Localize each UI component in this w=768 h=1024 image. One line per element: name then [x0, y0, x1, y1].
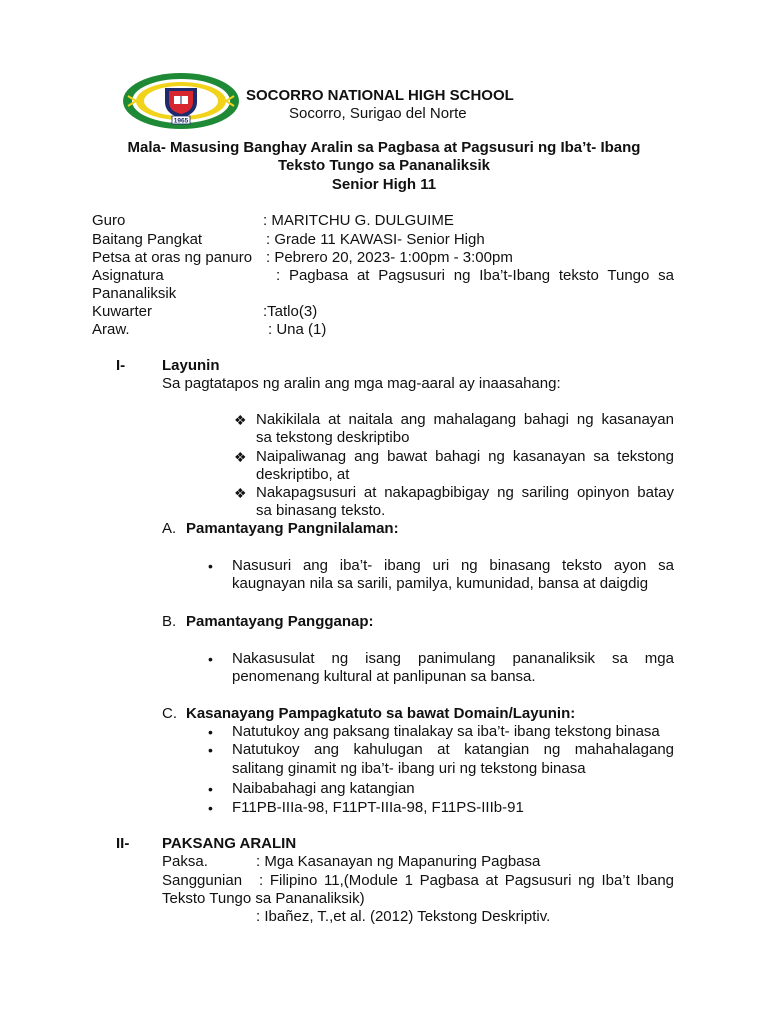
paksa-label: Paksa. — [162, 853, 208, 870]
objective-2-line1: Naipaliwanag ang bawat bahagi ng kasanayan sa tekstong — [256, 448, 674, 465]
section2-numeral: II- — [116, 835, 130, 852]
objective-1-line2: sa tekstong deskriptibo — [256, 429, 410, 446]
diamond-bullet-icon: ❖ — [234, 485, 247, 501]
subsection-c-item-3: Naibabahagi ang katangian — [232, 780, 415, 797]
subsection-b-item-line1: Nakasusulat ng isang panimulang pananaliksik sa mga — [232, 650, 674, 667]
kuwarter-label: Kuwarter — [92, 303, 153, 320]
sanggunian-label: Sanggunian — [162, 872, 243, 889]
subsection-a-letter: A. — [162, 520, 177, 537]
sanggunian-second-reference: : Ibañez, T.,et al. (2012) Tekstong Deskriptiv. — [256, 908, 551, 925]
dot-bullet-icon: • — [208, 781, 213, 797]
subsection-c-item-2-line2: salitang ginamit ng iba’t- ibang uri ng tekstong binasa — [232, 760, 586, 777]
asignatura-continuation: Pananaliksik — [92, 285, 177, 302]
araw-value: : Una (1) — [268, 321, 327, 338]
asignatura-value: : Pagbasa at Pagsusuri ng Iba’t-Ibang teksto Tungo sa — [276, 267, 674, 284]
title-line3: Senior High 11 — [331, 176, 437, 193]
sanggunian-continuation: Teksto Tungo sa Pananaliksik) — [162, 890, 365, 907]
diamond-bullet-icon: ❖ — [234, 412, 247, 428]
subsection-a-item-line2: kaugnayan nila sa sarili, pamilya, kumunidad, bansa at daigdig — [232, 575, 649, 592]
school-location: Socorro, Surigao del Norte — [289, 105, 467, 122]
subsection-a-item-line1: Nasusuri ang iba’t- ibang uri ng binasang teksto ayon sa — [232, 557, 674, 574]
objective-2-line2: deskriptibo, at — [256, 466, 350, 483]
school-name: SOCORRO NATIONAL HIGH SCHOOL — [246, 87, 514, 104]
dot-bullet-icon: • — [208, 724, 213, 740]
subsection-b-letter: B. — [162, 613, 177, 630]
subsection-b-item-line2: penomenang kultural at panlipunan sa bansa. — [232, 668, 536, 685]
subsection-c-letter: C. — [162, 705, 177, 722]
sanggunian-value: : Filipino 11,(Module 1 Pagbasa at Pagsusuri ng Iba’t Ibang — [259, 872, 674, 889]
subsection-c-item-1: Natutukoy ang paksang tinalakay sa iba’t- ibang tekstong binasa — [232, 723, 660, 740]
section1-numeral: I- — [116, 357, 126, 374]
dot-bullet-icon: • — [208, 558, 213, 574]
objective-1-line1: Nakikilala at naitala ang mahalagang bahagi ng kasanayan — [256, 411, 674, 428]
dot-bullet-icon: • — [208, 651, 213, 667]
subsection-c-item-2-line1: Natutukoy ang kahulugan at katangian ng mahahalagang — [232, 741, 674, 758]
araw-label: Araw. — [92, 321, 130, 338]
section1-heading: Layunin — [162, 357, 220, 374]
section1-intro: Sa pagtatapos ng aralin ang mga mag-aaral ay inaasahang: — [162, 375, 561, 392]
guro-value: : MARITCHU G. DULGUIME — [263, 212, 454, 229]
petsa-label: Petsa at oras ng panuro — [92, 249, 253, 266]
guro-label: Guro — [92, 212, 126, 229]
asignatura-label: Asignatura — [92, 267, 164, 284]
baitang-value: : Grade 11 KAWASI- Senior High — [266, 231, 485, 248]
kuwarter-value: :Tatlo(3) — [263, 303, 318, 320]
subsection-b-heading: Pamantayang Pangganap: — [186, 613, 374, 630]
school-logo — [122, 72, 240, 130]
baitang-label: Baitang Pangkat — [92, 231, 203, 248]
dot-bullet-icon: • — [208, 742, 213, 758]
paksa-value: : Mga Kasanayan ng Mapanuring Pagbasa — [256, 853, 541, 870]
subsection-a-heading: Pamantayang Pangnilalaman: — [186, 520, 399, 537]
diamond-bullet-icon: ❖ — [234, 449, 247, 465]
petsa-value: : Pebrero 20, 2023- 1:00pm - 3:00pm — [266, 249, 513, 266]
title-line2: Teksto Tungo sa Pananaliksik — [277, 157, 490, 174]
objective-3-line1: Nakapagsusuri at nakapagbibigay ng sariling opinyon batay — [256, 484, 674, 501]
subsection-c-item-4: F11PB-IIIa-98, F11PT-IIIa-98, F11PS-IIIb-91 — [232, 799, 524, 816]
dot-bullet-icon: • — [208, 800, 213, 816]
section2-heading: PAKSANG ARALIN — [162, 835, 297, 852]
objective-3-line2: sa binasang teksto. — [256, 502, 386, 519]
subsection-c-heading: Kasanayang Pampagkatuto sa bawat Domain/Layunin: — [186, 705, 576, 722]
logo-year: 1965 — [173, 117, 189, 125]
title-line1: Mala- Masusing Banghay Aralin sa Pagbasa at Pagsusuri ng Iba’t- Ibang — [127, 139, 641, 156]
